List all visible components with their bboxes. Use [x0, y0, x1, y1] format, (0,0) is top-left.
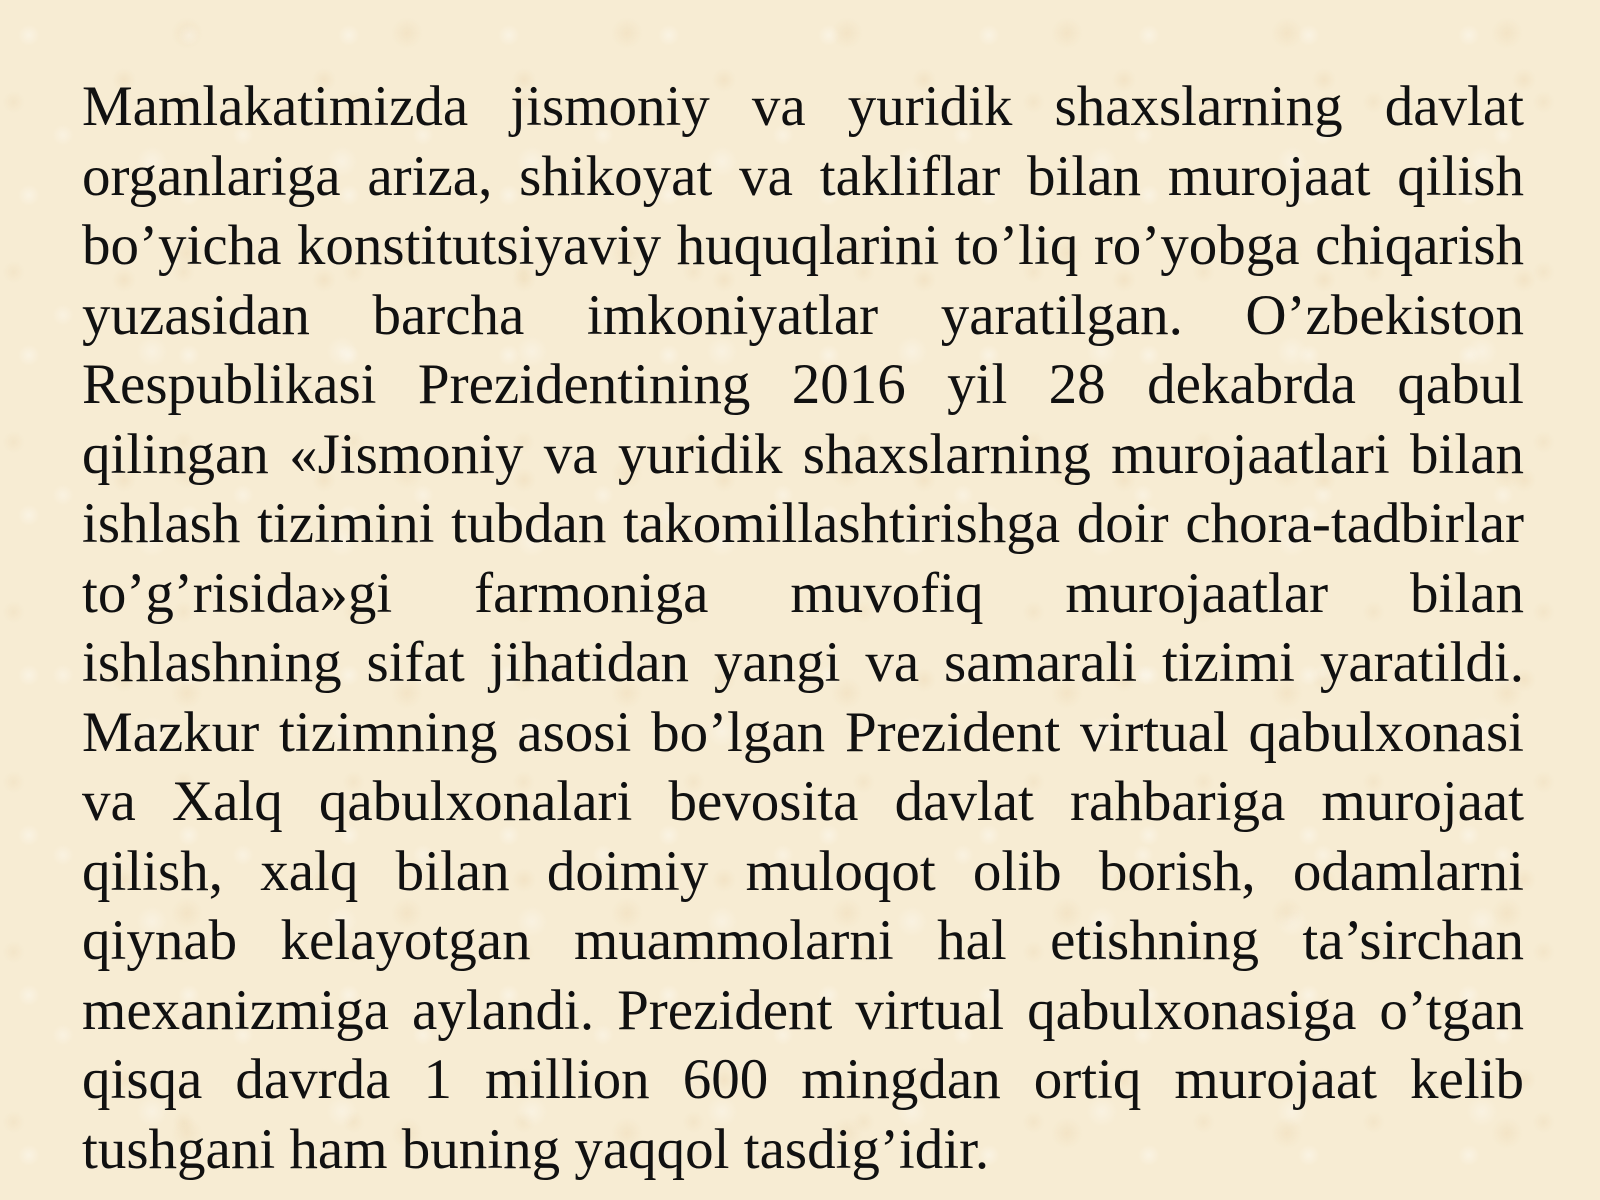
- body-paragraph: Mamlakatimizda jismoniy va yuridik shaxslarning davlat organlariga ariza, shikoyat va takliflar bilan murojaat qilish bo’yicha konstitutsiyaviy huquqlarini to’liq ro’yobga chiqarish yuzasidan barcha imkoniyatlar yaratilgan. O’zbekiston Respublikasi Prezidentining 2016 yil 28 dekabrda qabul qilingan «Jismoniy va yuridik shaxslarning murojaatlari bilan ishlash tizimini tubdan takomillashtirishga doir chora-tadbirlar to’g’risida»gi farmoniga muvofiq murojaatlar bilan ishlashning sifat jihatidan yangi va samarali tizimi yaratildi. Mazkur tizimning asosi bo’lgan Prezident virtual qabulxonasi va Xalq qabulxonalari bevosita davlat rahbariga murojaat qilish, xalq bilan doimiy muloqot olib borish, odamlarni qiynab kelayotgan muammolarni hal etishning ta’sirchan mexanizmiga aylandi. Prezident virtual qabulxonasiga o’tgan qisqa davrda 1 million 600 mingdan ortiq murojaat kelib tushgani ham buning yaqqol tasdig’idir.: [82, 75, 1524, 1181]
